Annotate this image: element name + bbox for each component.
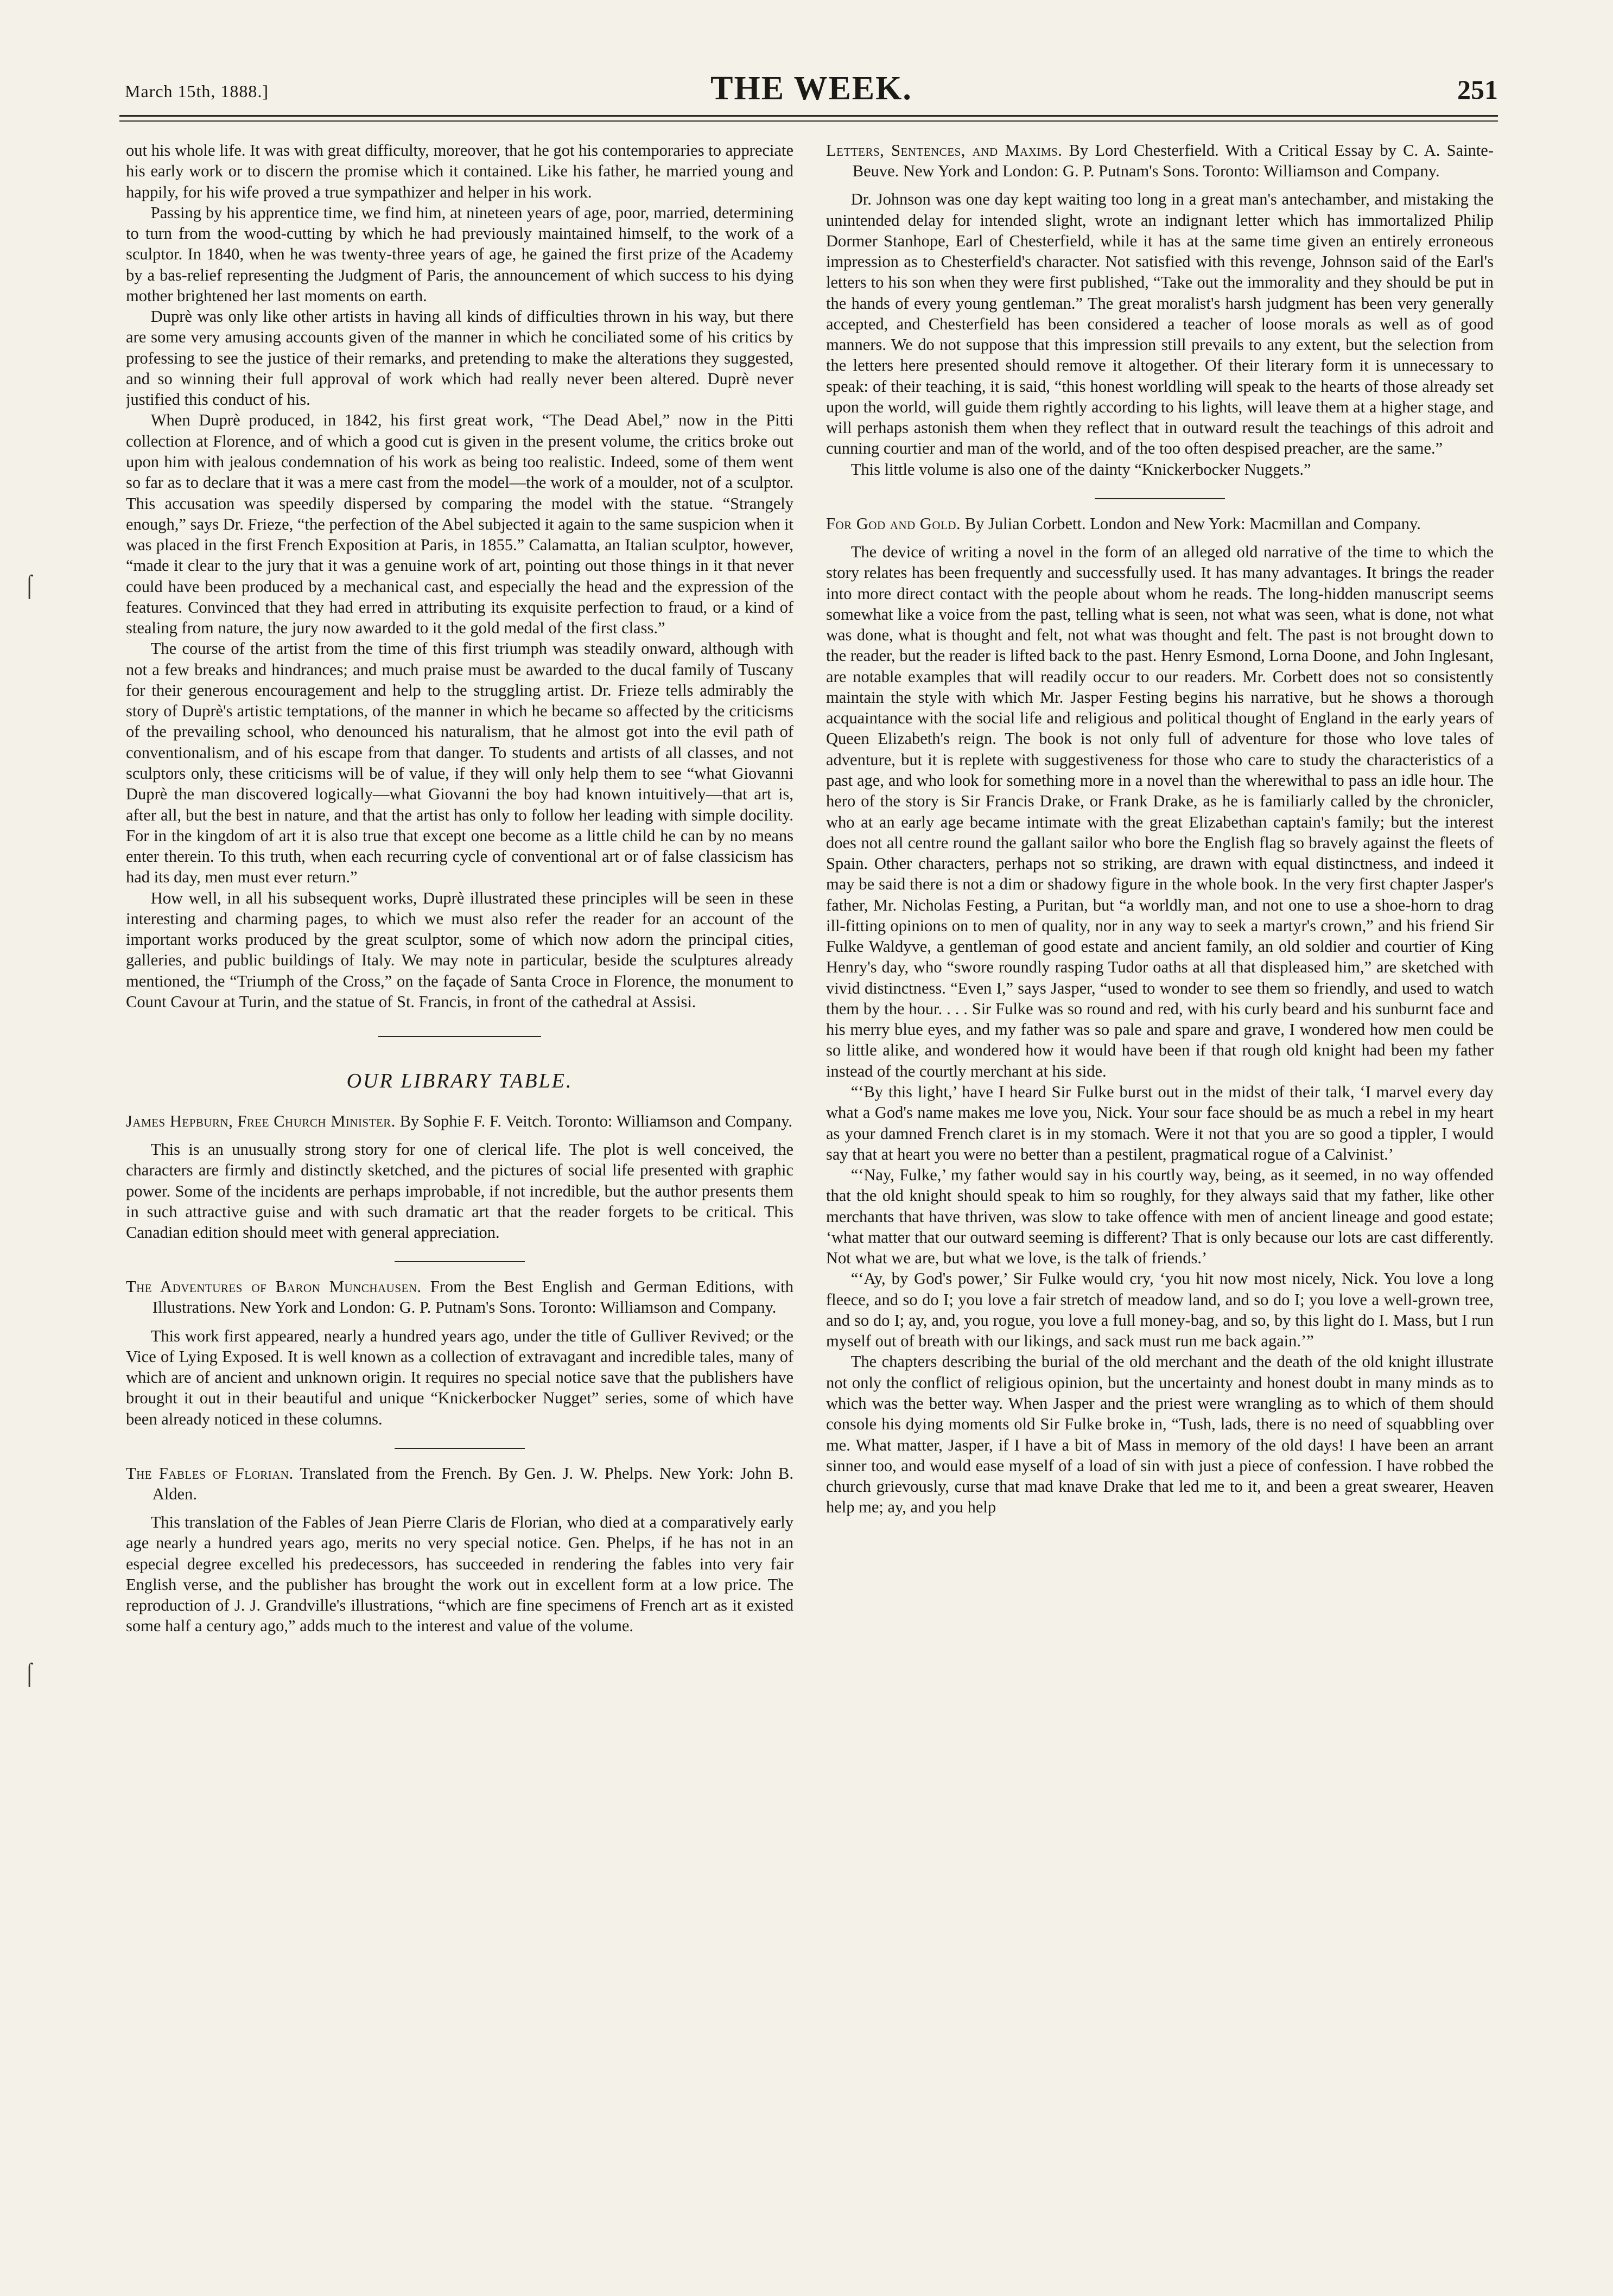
right-column [826, 140, 1494, 2256]
page-number: 251 [1457, 74, 1498, 105]
review-body: Dr. Johnson was one day kept waiting too long in a great man's antechamber, and mistaking the unintended delay for intended slight, wrote an indignant letter which has immortalized Philip Dormer Stanhope, Earl of Chesterfield, while it has at the same time given an entirely erroneous impression as to Chesterfield's character. Not satisfied with this revenge, Johnson said of the Earl's letters to his son when they were first published, “Take out the immorality and they should be put in the hands of every young gentleman.” The great moralist's harsh judgment has been very generally accepted, and Chesterfield has been considered a teacher of loose morals as well as of good manners. We do not suppose that this impression still prevails to any extent, but the selection from the letters here presented should remove it altogether. Of their literary form it is unnecessary to speak: of their teaching, it is said, “this honest worldling will speak to the hearts of those already set upon the world, will guide them rightly according to his lights, will leave them at a higher stage, and will perhaps astonish them when they reflect that in outward result the teachings of this adroit and cunning courtier and man of the world, and of the too often despised preacher, are the same.” [826, 190, 1494, 458]
review-body: “‘By this light,’ have I heard Sir Fulke burst out in the midst of their talk, ‘I marvel every day what a God's name makes me love you, Nick. Your sour face should be as much a rebel in my heart as your damned French claret is in my stomach. Were it not that you are so good a tippler, I would say that at heart you were no better than a pestilent, pragmatical rogue of a Calvinist.’ [826, 1083, 1494, 1163]
review-heading [826, 513, 1494, 534]
header-rule-thin [119, 120, 1498, 122]
article-paragraph: When Duprè produced, in 1842, his first great work, “The Dead Abel,” now in the Pitti collection at Florence, and of which a good cut is given in the present volume, the critics broke out upon him with jealous condemnation of his work as being too realistic. Indeed, some of them went so far as to declare that it was a mere cast from the model—the work of a moulder, not of a sculptor. This accusation was speedily dispersed by comparing the model with the statue. “Strangely enough,” says Dr. Frieze, “the perfection of the Abel subjected it again to the same suspicion when it was placed in the first French Exposition at Paris, in 1855.” Calamatta, an Italian sculptor, however, “made it clear to the jury that it was a genuine work of art, pointing out those things in it that never could have been produced by a mechanical cast, and especially the head and the expression of the features. Convinced that they had erred in attributing its exquisite perfection to fraud, or a kind of stealing from nature, the jury now awarded to it the gold medal of the first class.” [126, 411, 793, 638]
section-title: OUR LIBRARY TABLE. [346, 1070, 573, 1093]
issue-date: March 15th, 1888.] [125, 81, 269, 101]
review-heading [826, 140, 1494, 181]
section-divider [378, 1036, 541, 1037]
book-title: Letters, Sentences, and Maxims. [826, 141, 1063, 160]
book-title: The Adventures of Baron Munchausen. [126, 1277, 422, 1296]
page-header [125, 69, 1498, 113]
review-divider [395, 1448, 525, 1449]
book-credit: By Julian Corbett. London and New York: Macmillan and Company. [961, 514, 1421, 533]
article-paragraph: The course of the artist from the time of this first triumph was steadily onward, although with not a few breaks and hindrances; and much praise must be awarded to the ducal family of Tuscany for their generous encouragement and help to the struggling artist. Dr. Frieze tells admirably the story of Duprè's artistic temptations, of the manner in which he became so affected by the criticisms of the prevailing school, who denounced his naturalism, that he almost got into the evil path of conventionalism, and of his escape from that danger. To students and artists of all classes, and not sculptors only, these criticisms will be of value, if they will only help them to see “what Giovanni Duprè the man discovered logically—what Giovanni the boy had known intuitively—that art is, after all, but the best in nature, and that the artist has only to follow her leading with simple docility. For in the kingdom of art it is also true that except one become as a little child he can by no means enter therein. To this truth, when each recurring cycle of conventional art or of false classicism has had its day, men must ever return.” [126, 639, 793, 887]
review-body: “‘Ay, by God's power,’ Sir Fulke would cry, ‘you hit now most nicely, Nick. You love a long fleece, and so do I; you love a fair stretch of meadow land, and so do I; you love a well-grown tree, and so do I; ay, and, you rogue, you love a full money-bag, and so, by this light do I. Mass, but I run myself out of breath with our likings, and sack must run me back again.’” [826, 1269, 1494, 1351]
book-title: James Hepburn, Free Church Minister. [126, 1111, 396, 1130]
review-body: “‘Nay, Fulke,’ my father would say in his courtly way, being, as it seemed, in no way offended that the old knight should speak to him so roughly, for they always said that my father, like other merchants that have thriven, was slow to take offence with men of ancient lineage and good estate; ‘what matter that our outward seeming is different? That is only because our lots are cast differently. Not what we are, but what we love, is the talk of friends.’ [826, 1166, 1494, 1268]
book-credit: By Sophie F. F. Veitch. Toronto: Williamson and Company. [395, 1111, 793, 1130]
left-column [126, 140, 793, 2256]
margin-mark: ⌠ [23, 1661, 36, 1686]
book-credit: By Lord Chesterfield. With a Critical Essay by C. A. Sainte-Beuve. New York and London: G. P. Putnam's Sons. Toronto: Williamson and Company. [852, 141, 1494, 181]
review-body: The chapters describing the burial of the old merchant and the death of the old knight illustrate not only the conflict of religious opinion, but the uncertainty and honest doubt in many minds as to which was the better way. When Jasper and the priest were wrangling as to which of them should console his dying moments old Sir Fulke broke in, “Tush, lads, there is no need of squabbling over me. What matter, Jasper, if I have a bit of Mass in memory of the old days! I have been an arrant sinner too, and would ease myself of a load of sin with just a piece of confession. I have robbed the church grievously, curse that mad knave Drake that led me to it, and been a great swearer, Heaven help me; ay, and you help [826, 1352, 1494, 1517]
book-title: For God and Gold. [826, 514, 961, 533]
review-heading [126, 1276, 793, 1318]
review-heading [126, 1463, 793, 1504]
article-paragraph: out his whole life. It was with great difficulty, moreover, that he got his contemporaries to appreciate his early work or to discern the promise which it contained. Like his father, he married young and happily, for his wife proved a true sympathizer and helper in his work. [126, 141, 793, 201]
margin-mark: ⌠ [23, 573, 36, 597]
review-body: This translation of the Fables of Jean Pierre Claris de Florian, who died at a comparatively early age nearly a hundred years ago, merits no very special notice. Gen. Phelps, if he has not in an especial degree excelled his predecessors, has succeeded in rendering the fables into very fair English verse, and the publisher has brought the work out in excellent form at a low price. The reproduction of J. J. Grandville's illustrations, “which are fine specimens of French art as it existed some half a century ago,” adds much to the interest and value of the volume. [126, 1513, 793, 1636]
book-title: The Fables of Florian. [126, 1464, 294, 1483]
article-paragraph: Duprè was only like other artists in having all kinds of difficulties thrown in his way, but there are some very amusing accounts given of the manner in which he conciliated some of his critics by professing to see the justice of their remarks, and pretending to make the alterations they suggested, and so winning their full approval of work which had really never been altered. Duprè never justified this conduct of his. [126, 307, 793, 409]
review-heading [126, 1111, 793, 1131]
review-divider [1095, 498, 1225, 499]
review-body: This little volume is also one of the dainty “Knickerbocker Nuggets.” [850, 460, 1311, 479]
book-credit: Translated from the French. By Gen. J. W. Phelps. New York: John B. Alden. [152, 1464, 793, 1503]
header-rule [119, 115, 1498, 117]
review-divider [395, 1261, 525, 1262]
masthead-title: THE WEEK. [710, 70, 912, 107]
book-credit: From the Best English and German Editions, with Illustrations. New York and London: G. P. Putnam's Sons. Toronto: Williamson and Company. [152, 1277, 793, 1317]
article-paragraph: Passing by his apprentice time, we find him, at nineteen years of age, poor, married, determining to turn from the wood-cutting by which he had previously maintained himself, to the work of a sculptor. In 1840, when he was twenty-three years of age, he gained the first prize of the Academy by a bas-relief representing the Judgment of Paris, the announcement of which success to his dying mother brightened her last moments on earth. [126, 203, 793, 305]
review-body: This work first appeared, nearly a hundred years ago, under the title of Gulliver Revived; or the Vice of Lying Exposed. It is well known as a collection of extravagant and incredible tales, many of which are of ancient and unknown origin. It requires no special notice save that the publishers have brought it out in their beautiful and unique “Knickerbocker Nugget” series, some of which have been already noticed in these columns. [126, 1326, 793, 1428]
review-body: This is an unusually strong story for one of clerical life. The plot is well conceived, the characters are firmly and distinctly sketched, and the pictures of social life presented with graphic power. Some of the incidents are perhaps improbable, if not incredible, but the author presents them in such attractive guise and with such dramatic art that the reader forgets to be critical. This Canadian edition should meet with general appreciation. [126, 1140, 793, 1242]
article-paragraph: How well, in all his subsequent works, Duprè illustrated these principles will be seen in these interesting and charming pages, to which we must also refer the reader for an account of the important works produced by the great sculptor, some of which now adorn the principal cities, galleries, and public buildings of Italy. We may note in particular, beside the sculptures already mentioned, the “Triumph of the Cross,” on the façade of Santa Croce in Florence, the monument to Count Cavour at Turin, and the statue of St. Francis, in front of the cathedral at Assisi. [126, 888, 793, 1011]
review-body: The device of writing a novel in the form of an alleged old narrative of the time to which the story relates has been frequently and successfully used. It has many advantages. It brings the reader into more direct contact with the people about whom he reads. The long-hidden manuscript seems somewhat like a voice from the past, telling what is seen, not what was seen, what is done, not what was done, what is thought and felt, not what was thought and felt. The past is not brought down to the reader, but the reader is lifted back to the past. Henry Esmond, Lorna Doone, and John Inglesant, are notable examples that will readily occur to our readers. Mr. Corbett does not so consistently maintain the style with which Mr. Jasper Festing begins his narrative, but he shows a thorough acquaintance with the social life and religious and political thought of England in the early years of Queen Elizabeth's reign. The book is not only full of adventure for those who love tales of adventure, but it is replete with suggestiveness for those who care to study the characteristics of a past age, and who look for something more in a novel than the wherewithal to pass an idle hour. The hero of the story is Sir Francis Drake, or Frank Drake, as he is familiarly called by the chronicler, who at an early age became intimate with the great Elizabethan captain's family; but the interest does not all centre round the gallant sailor who bore the English flag so bravely against the fleets of Spain. Other characters, perhaps not so striking, are drawn with equal distinctness, and indeed it may be said there is not a dim or shadowy figure in the whole book. In the very first chapter Jasper's father, Mr. Nicholas Festing, a Puritan, but “a worldly man, and not one to use a shoe-horn to drag ill-fitting opinions on to men of quality, nor in any way to seek a martyr's crown,” and his friend Sir Fulke Waldyve, a gentleman of good estate and ancient family, an old soldier and courtier of King Henry's day, who “swore roundly rasping Tudor oaths at all that displeased him,” are sketched with vivid distinctness. “Even I,” says Jasper, “used to wonder to see them so friendly, and used to watch them by the hour. . . . Sir Fulke was so round and red, with his curly beard and his sunburnt face and his merry blue eyes, and my father was so pale and spare and grave, I wondered how men could be so little alike, and wondered how it would have been if that rough old knight had been my father instead of the courtly merchant at his side. [826, 543, 1494, 1080]
